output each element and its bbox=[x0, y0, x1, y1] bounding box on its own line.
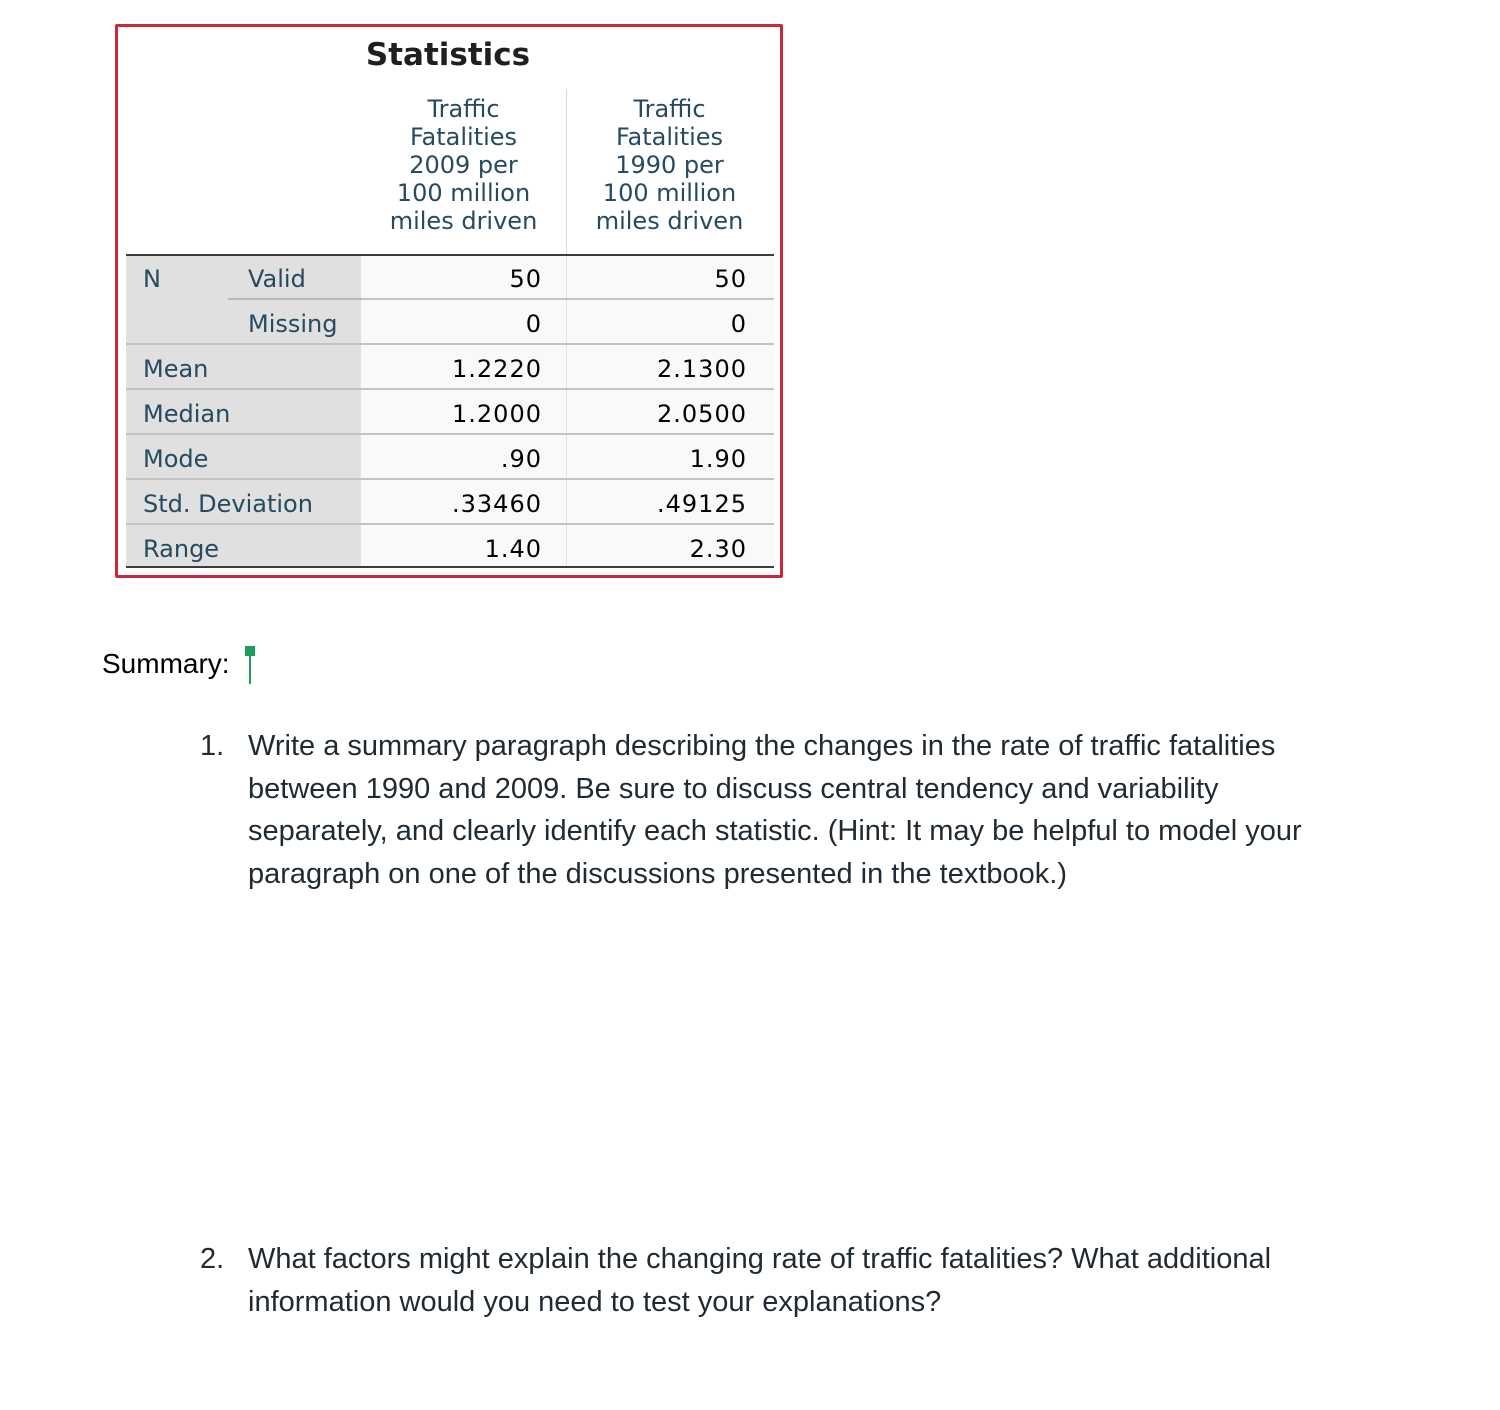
row-label: Mean bbox=[143, 355, 209, 383]
row-separator bbox=[361, 298, 774, 300]
question-item bbox=[200, 1238, 1320, 1328]
row-group-label: N bbox=[143, 265, 161, 293]
row-separator bbox=[126, 523, 774, 525]
table-cell: 1.2220 bbox=[452, 355, 542, 383]
table-cell: 1.40 bbox=[484, 535, 542, 563]
row-separator bbox=[126, 478, 774, 480]
table-cell: 0 bbox=[525, 310, 542, 338]
question-number: 2. bbox=[200, 1243, 225, 1275]
question-item bbox=[200, 725, 1320, 940]
row-label: Valid bbox=[248, 265, 306, 293]
table-cell: 50 bbox=[509, 265, 542, 293]
row-separator bbox=[126, 433, 774, 435]
question-text: Write a summary paragraph describing the changes in the rate of traffic fatalities between 1990 and 2009. Be sure to discuss central tendency and variability separately, and clearly identify each statistic. (Hint: It may be helpful to model your paragraph on one of the discussions presented in the textbook.) bbox=[248, 730, 1302, 890]
table-cell: 1.90 bbox=[689, 445, 747, 473]
table-cell: .49125 bbox=[657, 490, 747, 518]
header-divider bbox=[566, 89, 567, 254]
table-cell: 2.1300 bbox=[657, 355, 747, 383]
table-cell: .90 bbox=[500, 445, 542, 473]
cursor-bar bbox=[249, 646, 251, 684]
table-title: Statistics bbox=[365, 37, 531, 73]
row-label: Std. Deviation bbox=[143, 490, 313, 518]
table-cell: 50 bbox=[714, 265, 747, 293]
row-separator bbox=[126, 388, 774, 390]
table-bottom-rule bbox=[126, 566, 774, 568]
text-cursor-icon[interactable] bbox=[245, 646, 257, 686]
summary-label: Summary: bbox=[102, 648, 230, 679]
column-header-2009: Traffic Fatalities 2009 per 100 million miles driven bbox=[389, 95, 538, 235]
table-cell: 1.2000 bbox=[452, 400, 542, 428]
row-label: Range bbox=[143, 535, 220, 563]
row-label: Mode bbox=[143, 445, 209, 473]
row-label: Missing bbox=[248, 310, 338, 338]
column-header-1990: Traffic Fatalities 1990 per 100 million miles driven bbox=[595, 95, 744, 235]
row-separator bbox=[228, 298, 361, 300]
statistics-table bbox=[115, 24, 783, 578]
question-text: What factors might explain the changing rate of traffic fatalities? What additional information would you need to test your explanations? bbox=[248, 1243, 1272, 1318]
question-number: 1. bbox=[200, 730, 225, 762]
row-separator bbox=[126, 343, 774, 345]
table-cell: 2.0500 bbox=[657, 400, 747, 428]
table-cell: 0 bbox=[730, 310, 747, 338]
table-cell: 2.30 bbox=[689, 535, 747, 563]
table-cell: .33460 bbox=[452, 490, 542, 518]
row-label: Median bbox=[143, 400, 231, 428]
